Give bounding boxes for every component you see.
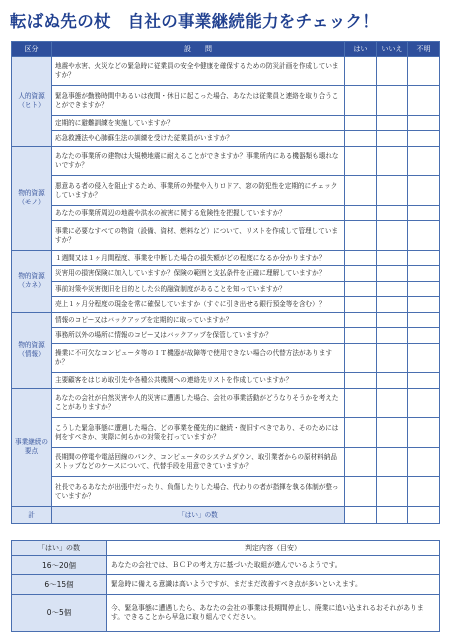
category-money: 物的資源（カネ） (12, 250, 52, 312)
no-cell[interactable] (377, 418, 408, 447)
judge-row (12, 594, 440, 631)
question-text: こうした緊急事態に遭遇した場合、どの事業を優先的に継続・復旧すべきであり、そのためには何をすべきか、実際に何らかの対策を打っていますか？ (52, 418, 345, 447)
question-row (12, 266, 440, 282)
checklist-table (11, 41, 440, 524)
yes-cell[interactable] (345, 176, 377, 205)
question-text: 長期間の停電や電話回線のパンク、コンピュータのシステムダウン、取引業者からの原材料納品ストップなどのケースについて、代替手段を用意できていますか？ (52, 447, 345, 476)
question-row (12, 388, 440, 417)
judge-text: 緊急時に備える意識は高いようですが、まだまだ改善すべき点が多いといえます。 (107, 575, 440, 594)
header-question: 設 問 (52, 42, 345, 57)
question-row (12, 297, 440, 313)
no-cell[interactable] (377, 281, 408, 297)
total-no-cell[interactable] (377, 507, 408, 524)
question-text: あなたの事業所周辺の地震や洪水の被害に関する危険性を把握していますか？ (52, 205, 345, 221)
unknown-cell[interactable] (408, 86, 440, 115)
category-people: 人的資源（ヒト） (12, 57, 52, 147)
no-cell[interactable] (377, 328, 408, 344)
no-cell[interactable] (377, 477, 408, 507)
unknown-cell[interactable] (408, 221, 440, 250)
unknown-cell[interactable] (408, 477, 440, 507)
question-row (12, 373, 440, 389)
no-cell[interactable] (377, 312, 408, 328)
unknown-cell[interactable] (408, 312, 440, 328)
question-row (12, 86, 440, 115)
question-text: １週間又は１ヶ月間程度、事業を中断した場合の損失額がどの程度になるか分かりますか？ (52, 250, 345, 266)
yes-cell[interactable] (345, 131, 377, 147)
judge-row (12, 575, 440, 594)
question-text: 売上１ヶ月分程度の現金を常に確保していますか（すぐに引き出せる銀行預金等を含む）？ (52, 297, 345, 313)
yes-cell[interactable] (345, 373, 377, 389)
yes-cell[interactable] (345, 86, 377, 115)
question-row (12, 131, 440, 147)
no-cell[interactable] (377, 266, 408, 282)
question-row (12, 447, 440, 476)
question-text: 応急救護法や心肺蘇生法の訓練を受けた従業員がいますか？ (52, 131, 345, 147)
header-row (12, 42, 440, 57)
unknown-cell[interactable] (408, 57, 440, 86)
question-row (12, 221, 440, 250)
yes-cell[interactable] (345, 221, 377, 250)
yes-cell[interactable] (345, 57, 377, 86)
no-cell[interactable] (377, 115, 408, 131)
question-row (12, 418, 440, 447)
question-row (12, 343, 440, 372)
unknown-cell[interactable] (408, 343, 440, 372)
unknown-cell[interactable] (408, 131, 440, 147)
total-count-label: 「はい」の数 (52, 507, 345, 524)
yes-cell[interactable] (345, 297, 377, 313)
yes-cell[interactable] (345, 312, 377, 328)
question-text: 悪意ある者の侵入を阻止するため、事業所の外壁や入りロドア、窓の防犯性を定期的にチェックしていますか？ (52, 176, 345, 205)
question-row (12, 205, 440, 221)
unknown-cell[interactable] (408, 328, 440, 344)
yes-cell[interactable] (345, 418, 377, 447)
category-continuity: 事業継続の要点 (12, 388, 52, 506)
judge-header-row (12, 541, 440, 556)
page-title: 転ばぬ先の杖 自社の事業継続能力をチェック！ (10, 12, 380, 31)
no-cell[interactable] (377, 297, 408, 313)
header-yes: はい (345, 42, 377, 57)
no-cell[interactable] (377, 146, 408, 175)
question-text: 緊急事態が勤務時間中あるいは夜間・休日に起こった場合、あなたは従業員と連絡を取り合うことができますか？ (52, 86, 345, 115)
question-row (12, 115, 440, 131)
yes-cell[interactable] (345, 281, 377, 297)
question-row (12, 146, 440, 175)
unknown-cell[interactable] (408, 176, 440, 205)
yes-cell[interactable] (345, 205, 377, 221)
yes-cell[interactable] (345, 447, 377, 476)
unknown-cell[interactable] (408, 250, 440, 266)
question-row (12, 477, 440, 507)
question-text: 操業に不可欠なコンピュータ等のＩＴ機器が故障等で使用できない場合の代替方法がありますか？ (52, 343, 345, 372)
header-no: いいえ (377, 42, 408, 57)
question-row (12, 176, 440, 205)
no-cell[interactable] (377, 176, 408, 205)
question-text: 主要顧客をはじめ取引先や各種公共機関への連絡先リストを作成していますか？ (52, 373, 345, 389)
unknown-cell[interactable] (408, 388, 440, 417)
question-text: 事務所以外の場所に情報のコピー又はバックアップを保管していますか？ (52, 328, 345, 344)
yes-cell[interactable] (345, 477, 377, 507)
yes-cell[interactable] (345, 146, 377, 175)
unknown-cell[interactable] (408, 447, 440, 476)
total-label: 計 (12, 507, 52, 524)
header-unknown: 不明 (408, 42, 440, 57)
category-information: 物的資源（情報） (12, 312, 52, 388)
no-cell[interactable] (377, 86, 408, 115)
judge-row (12, 556, 440, 575)
judge-header-content: 判定内容（目安） (107, 541, 440, 556)
no-cell[interactable] (377, 388, 408, 417)
question-row (12, 57, 440, 86)
question-text: 社長であるあなたが出張中だったり、負傷したりした場合、代わりの者が指揮を執る体制が整っていますか？ (52, 477, 345, 507)
yes-cell[interactable] (345, 250, 377, 266)
unknown-cell[interactable] (408, 146, 440, 175)
question-text: 情報のコピー又はバックアップを定期的に取っていますか？ (52, 312, 345, 328)
question-text: あなたの会社が自然災害や人的災害に遭遇した場合、会社の事業活動がどうなりそうかを考えたことがありますか？ (52, 388, 345, 417)
yes-cell[interactable] (345, 266, 377, 282)
question-row (12, 250, 440, 266)
unknown-cell[interactable] (408, 281, 440, 297)
judge-text: 今、緊急事態に遭遇したら、あなたの会社の事業は長期間停止し、廃業に追い込まれるおそれがあります。できることから早急に取り組んでください。 (107, 594, 440, 631)
question-text: 地震や水害、火災などの緊急時に従業員の安全や健康を確保するための防災計画を作成していますか？ (52, 57, 345, 86)
judge-range: 6〜15個 (12, 575, 107, 594)
no-cell[interactable] (377, 343, 408, 372)
judgement-table (11, 540, 440, 632)
no-cell[interactable] (377, 221, 408, 250)
header-category: 区分 (12, 42, 52, 57)
question-row (12, 281, 440, 297)
no-cell[interactable] (377, 205, 408, 221)
yes-cell[interactable] (345, 388, 377, 417)
total-unknown-cell[interactable] (408, 507, 440, 524)
unknown-cell[interactable] (408, 373, 440, 389)
question-text: 定期的に避難訓練を実施していますか？ (52, 115, 345, 131)
no-cell[interactable] (377, 373, 408, 389)
total-yes-cell[interactable] (345, 507, 377, 524)
question-text: 事業に必要なすべての物資（設備、資材、燃料など）について、リストを作成して管理していますか？ (52, 221, 345, 250)
question-text: あなたの事業所の建物は大規模地震に耐えることができますか？事業所内にある機器類も壊れないですか？ (52, 146, 345, 175)
question-row (12, 312, 440, 328)
no-cell[interactable] (377, 57, 408, 86)
unknown-cell[interactable] (408, 266, 440, 282)
total-row (12, 507, 440, 524)
judge-range: 16〜20個 (12, 556, 107, 575)
yes-cell[interactable] (345, 328, 377, 344)
no-cell[interactable] (377, 447, 408, 476)
category-goods: 物的資源（モノ） (12, 146, 52, 250)
unknown-cell[interactable] (408, 418, 440, 447)
yes-cell[interactable] (345, 115, 377, 131)
question-text: 事前対策や災害復旧を目的とした公的融資制度があることを知っていますか？ (52, 281, 345, 297)
question-row (12, 328, 440, 344)
question-text: 災害用の損害保険に加入していますか？保険の範囲と支払条件を正確に理解していますか？ (52, 266, 345, 282)
judge-range: 0〜5個 (12, 594, 107, 631)
no-cell[interactable] (377, 131, 408, 147)
unknown-cell[interactable] (408, 297, 440, 313)
no-cell[interactable] (377, 250, 408, 266)
unknown-cell[interactable] (408, 115, 440, 131)
judge-text: あなたの会社では、ＢＣＰの考え方に基づいた取組が進んでいるようです。 (107, 556, 440, 575)
judge-header-count: 「はい」の数 (12, 541, 107, 556)
yes-cell[interactable] (345, 343, 377, 372)
unknown-cell[interactable] (408, 205, 440, 221)
